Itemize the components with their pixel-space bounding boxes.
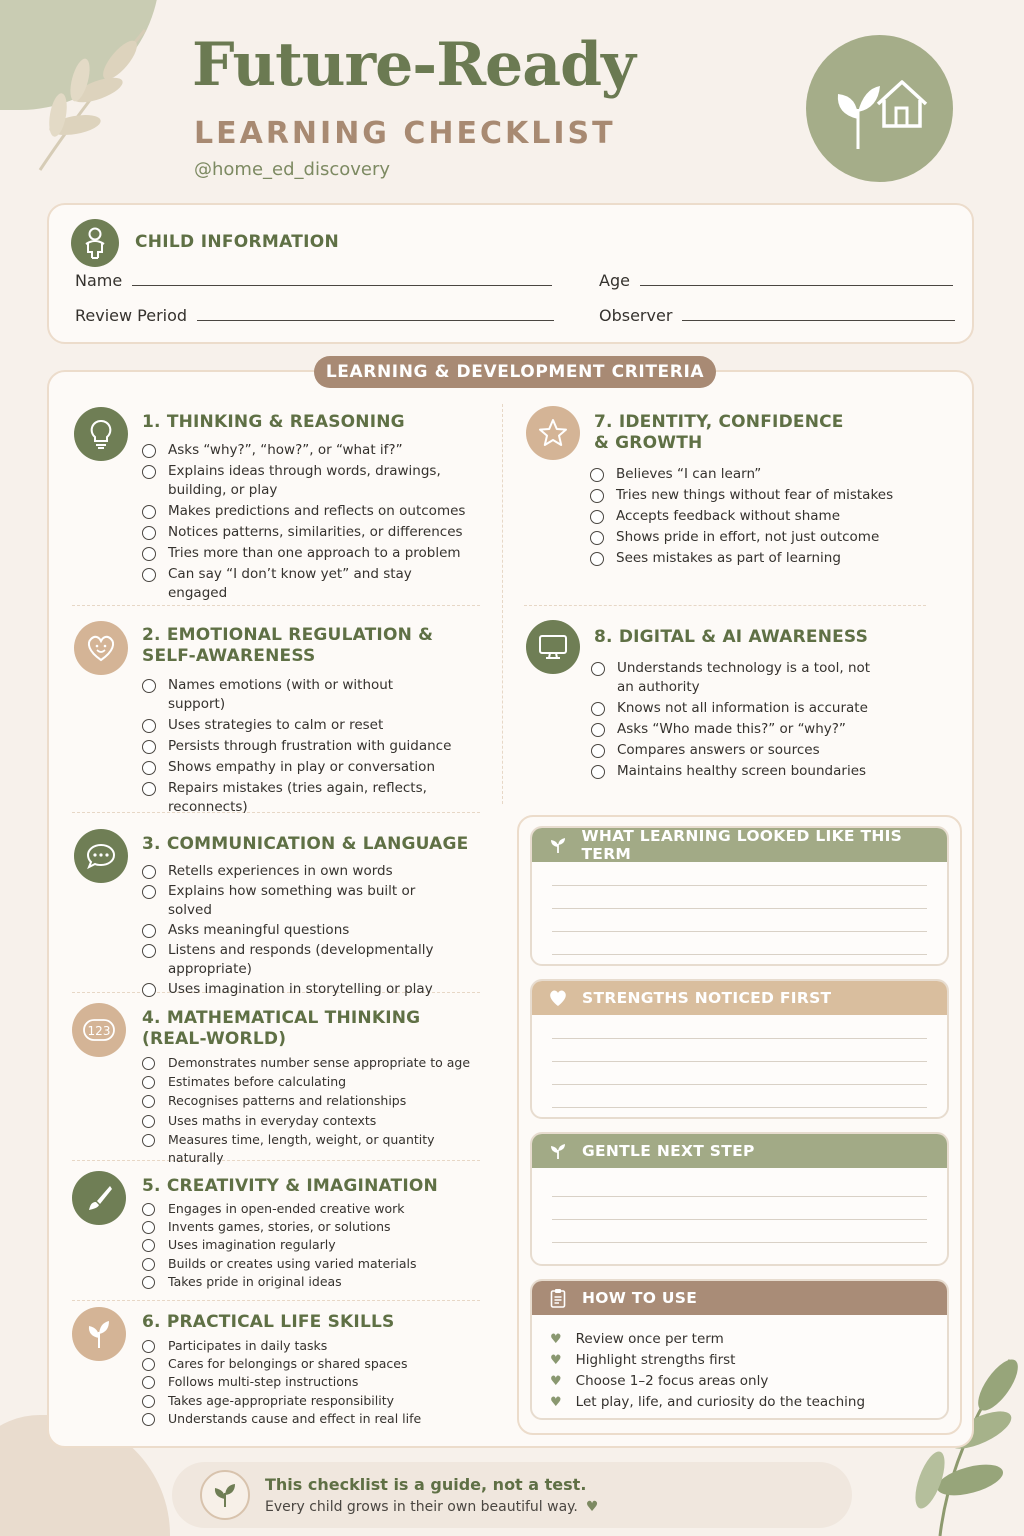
next-step-header	[532, 1134, 947, 1168]
footer-banner	[172, 1462, 852, 1528]
section-3-list	[142, 862, 442, 999]
speech-bubble-icon	[74, 829, 128, 883]
writing-line[interactable]	[552, 885, 927, 886]
writing-line[interactable]	[552, 1038, 927, 1039]
checklist-item[interactable]: Names emotions (with or without support)	[142, 676, 452, 714]
section-divider	[72, 1300, 480, 1301]
writing-line[interactable]	[552, 1061, 927, 1062]
section-8-list	[591, 659, 876, 781]
section-6-title: 6. PRACTICAL LIFE SKILLS	[142, 1312, 395, 1332]
heart-face-icon	[74, 621, 128, 675]
home-sprout-badge	[806, 35, 953, 182]
checklist-item[interactable]: Engages in open-ended creative work	[142, 1200, 472, 1218]
section-5-title: 5. CREATIVITY & IMAGINATION	[142, 1176, 438, 1196]
list-item: ♥ Choose 1–2 focus areas only	[550, 1371, 865, 1392]
child-information-title: CHILD INFORMATION	[135, 232, 340, 252]
section-divider	[524, 605, 926, 606]
how-to-use-header	[532, 1281, 947, 1315]
name-label: Name	[75, 271, 123, 290]
checklist-item[interactable]: Estimates before calculating	[142, 1073, 482, 1091]
section-2-title: 2. EMOTIONAL REGULATION & SELF-AWARENESS	[142, 625, 434, 666]
checklist-item[interactable]: Shows pride in effort, not just outcome	[590, 528, 930, 547]
heart-icon	[548, 988, 568, 1008]
social-handle: @home_ed_discovery	[194, 159, 391, 180]
learning-looked-like-title: WHAT LEARNING LOOKED LIKE THIS TERM	[581, 827, 903, 863]
checklist-item[interactable]: Can say “I don’t know yet” and stay engaged	[142, 565, 472, 603]
leaf-branch-icon	[20, 20, 160, 180]
checklist-item[interactable]: Asks meaningful questions	[142, 921, 442, 940]
name-field[interactable]	[75, 271, 552, 290]
writing-line[interactable]	[552, 1084, 927, 1085]
sprout-icon	[548, 1141, 568, 1161]
checklist-item[interactable]: Understands technology is a tool, not an authority	[591, 659, 876, 697]
list-item: ♥ Review once per term	[550, 1329, 865, 1350]
checklist-item[interactable]: Follows multi-step instructions	[142, 1373, 472, 1391]
checklist-item[interactable]: Makes predictions and reflects on outcomes	[142, 502, 472, 521]
footer-tagline: Every child grows in their own beautiful way. ♥	[265, 1499, 599, 1515]
footer-headline: This checklist is a guide, not a test.	[265, 1475, 587, 1494]
page-subtitle: LEARNING CHECKLIST	[194, 116, 616, 151]
checklist-item[interactable]: Listens and responds (developmentally appropriate)	[142, 941, 442, 979]
observer-line[interactable]	[682, 320, 955, 321]
lightbulb-icon	[74, 407, 128, 461]
child-information-card	[47, 203, 974, 344]
section-7-title: 7. IDENTITY, CONFIDENCE & GROWTH	[594, 412, 844, 453]
checklist-item[interactable]: Persists through frustration with guidance	[142, 737, 452, 756]
list-item: ♥ Let play, life, and curiosity do the teaching	[550, 1392, 865, 1413]
checklist-item[interactable]: Asks “why?”, “how?”, or “what if?”	[142, 441, 472, 460]
writing-line[interactable]	[552, 1242, 927, 1243]
criteria-title: LEARNING & DEVELOPMENT CRITERIA	[314, 356, 716, 388]
checklist-item[interactable]: Retells experiences in own words	[142, 862, 442, 881]
checklist-item[interactable]: Uses imagination regularly	[142, 1236, 472, 1254]
column-divider	[502, 404, 503, 804]
checklist-item[interactable]: Uses imagination in storytelling or play	[142, 980, 442, 999]
child-icon	[71, 219, 119, 267]
section-divider	[72, 605, 480, 606]
section-5-list	[142, 1200, 472, 1291]
review-period-label: Review Period	[75, 306, 188, 325]
age-label: Age	[599, 271, 630, 290]
writing-line[interactable]	[552, 1107, 927, 1108]
review-period-field[interactable]	[75, 306, 554, 325]
learning-looked-like-header	[532, 828, 947, 862]
section-1-list	[142, 441, 472, 603]
age-line[interactable]	[640, 285, 953, 286]
checklist-item[interactable]: Repairs mistakes (tries again, reflects, reconnects)	[142, 779, 452, 817]
checklist-item[interactable]: Takes age-appropriate responsibility	[142, 1392, 472, 1410]
checklist-item[interactable]: Measures time, length, weight, or quantity naturally	[142, 1131, 482, 1167]
next-step-box	[530, 1132, 949, 1266]
section-4-list	[142, 1054, 482, 1167]
checklist-item[interactable]: Takes pride in original ideas	[142, 1273, 472, 1291]
writing-line[interactable]	[552, 1219, 927, 1220]
review-period-line[interactable]	[197, 320, 554, 321]
section-6-list	[142, 1337, 472, 1428]
how-to-use-title: HOW TO USE	[582, 1289, 698, 1307]
checklist-item[interactable]: Maintains healthy screen boundaries	[591, 762, 876, 781]
checklist-item[interactable]: Accepts feedback without shame	[590, 507, 930, 526]
checklist-item[interactable]: Demonstrates number sense appropriate to age	[142, 1054, 482, 1072]
observer-field[interactable]	[599, 306, 955, 325]
heart-icon: ♥	[550, 1374, 562, 1389]
strengths-title: STRENGTHS NOTICED FIRST	[582, 989, 832, 1007]
monitor-icon	[526, 620, 580, 674]
how-to-use-box	[530, 1279, 949, 1420]
clipboard-icon	[548, 1288, 568, 1308]
home-sprout-icon	[830, 64, 930, 154]
section-1-title: 1. THINKING & REASONING	[142, 412, 405, 432]
checklist-item[interactable]: Uses strategies to calm or reset	[142, 716, 452, 735]
heart-icon: ♥	[550, 1332, 562, 1347]
paintbrush-icon	[72, 1171, 126, 1225]
age-field[interactable]	[599, 271, 953, 290]
checklist-item[interactable]: Invents games, stories, or solutions	[142, 1218, 472, 1236]
name-line[interactable]	[132, 285, 552, 286]
writing-line[interactable]	[552, 908, 927, 909]
writing-line[interactable]	[552, 1196, 927, 1197]
how-to-use-list	[550, 1329, 865, 1413]
checklist-item[interactable]: Participates in daily tasks	[142, 1337, 472, 1355]
heart-icon: ♥	[550, 1353, 562, 1368]
svg-text:123: 123	[87, 1024, 111, 1038]
next-step-title: GENTLE NEXT STEP	[582, 1142, 755, 1160]
sprout-icon	[200, 1470, 250, 1520]
learning-looked-like-box	[530, 826, 949, 966]
checklist-item[interactable]: Explains ideas through words, drawings, building, or play	[142, 462, 472, 500]
checklist-item[interactable]: Understands cause and effect in real life	[142, 1410, 472, 1428]
checklist-item[interactable]: Tries new things without fear of mistakes	[590, 486, 930, 505]
checklist-item[interactable]: Recognises patterns and relationships	[142, 1092, 482, 1110]
sprout-icon	[548, 835, 567, 855]
checklist-item[interactable]: Explains how something was built or solved	[142, 882, 442, 920]
heart-icon: ♥	[550, 1395, 562, 1410]
checklist-item[interactable]: Uses maths in everyday contexts	[142, 1112, 482, 1130]
writing-line[interactable]	[552, 954, 927, 955]
checklist-item[interactable]: Cares for belongings or shared spaces	[142, 1355, 472, 1373]
checklist-item[interactable]: Builds or creates using varied materials	[142, 1255, 472, 1273]
list-item: ♥ Highlight strengths first	[550, 1350, 865, 1371]
strengths-box	[530, 979, 949, 1119]
writing-line[interactable]	[552, 931, 927, 932]
checklist-item[interactable]: Knows not all information is accurate	[591, 699, 876, 718]
checklist-item[interactable]: Tries more than one approach to a problem	[142, 544, 472, 563]
section-2-list	[142, 676, 452, 817]
strengths-header	[532, 981, 947, 1015]
section-7-list	[590, 465, 930, 568]
section-4-title: 4. MATHEMATICAL THINKING (REAL-WORLD)	[142, 1008, 421, 1049]
page-title: Future-Ready	[192, 30, 635, 100]
section-8-title: 8. DIGITAL & AI AWARENESS	[594, 627, 869, 647]
numbers-icon	[72, 1003, 126, 1057]
checklist-item[interactable]: Compares answers or sources	[591, 741, 876, 760]
section-3-title: 3. COMMUNICATION & LANGUAGE	[142, 834, 469, 854]
heart-icon: ♥	[585, 1499, 599, 1515]
checklist-item[interactable]: Asks “Who made this?” or “why?”	[591, 720, 876, 739]
checklist-item[interactable]: Shows empathy in play or conversation	[142, 758, 452, 777]
star-icon	[526, 406, 580, 460]
checklist-item[interactable]: Notices patterns, similarities, or differences	[142, 523, 472, 542]
observer-label: Observer	[599, 306, 673, 325]
checklist-item[interactable]: Believes “I can learn”	[590, 465, 930, 484]
checklist-item[interactable]: Sees mistakes as part of learning	[590, 549, 930, 568]
sprout-icon	[72, 1307, 126, 1361]
